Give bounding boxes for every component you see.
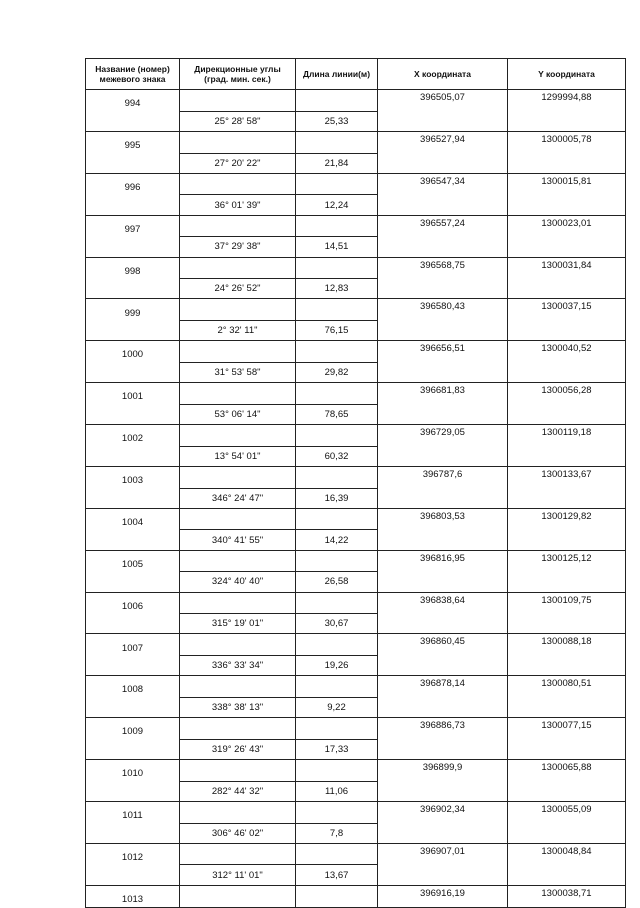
- direction-angle: 27° 20' 22": [180, 153, 296, 173]
- empty-cell: [180, 90, 296, 112]
- table-row: [86, 718, 626, 740]
- empty-cell: [378, 446, 508, 466]
- empty-cell: [296, 299, 378, 321]
- empty-cell: [378, 279, 508, 299]
- empty-cell: [180, 843, 296, 865]
- header-y: Y координата: [508, 59, 626, 90]
- empty-cell: [508, 614, 626, 634]
- table-row: [86, 801, 626, 823]
- x-coordinate: 396547,34: [378, 173, 508, 195]
- empty-cell: [378, 153, 508, 173]
- point-name: 997: [86, 215, 180, 237]
- point-name: 998: [86, 257, 180, 279]
- y-coordinate: 1300031,84: [508, 257, 626, 279]
- empty-cell: [378, 572, 508, 592]
- empty-cell: [180, 425, 296, 447]
- x-coordinate: 396838,64: [378, 592, 508, 614]
- table-row: [86, 530, 626, 550]
- empty-cell: [180, 592, 296, 614]
- empty-cell: [508, 153, 626, 173]
- empty-cell: [296, 341, 378, 363]
- empty-cell: [180, 760, 296, 782]
- empty-cell: [86, 153, 180, 173]
- y-coordinate: 1300037,15: [508, 299, 626, 321]
- table-row: [86, 676, 626, 698]
- empty-cell: [508, 530, 626, 550]
- empty-cell: [180, 676, 296, 698]
- empty-cell: [86, 572, 180, 592]
- empty-cell: [378, 488, 508, 508]
- empty-cell: [86, 362, 180, 382]
- empty-cell: [86, 111, 180, 131]
- line-length: 60,32: [296, 446, 378, 466]
- table-row: [86, 614, 626, 634]
- x-coordinate: 396681,83: [378, 383, 508, 405]
- direction-angle: 2° 32' 11": [180, 321, 296, 341]
- y-coordinate: 1300125,12: [508, 550, 626, 572]
- empty-cell: [86, 781, 180, 801]
- point-name: 1005: [86, 550, 180, 572]
- direction-angle: 340° 41' 55": [180, 530, 296, 550]
- line-length: 26,58: [296, 572, 378, 592]
- empty-cell: [86, 488, 180, 508]
- y-coordinate: 1300015,81: [508, 173, 626, 195]
- table-row: [86, 299, 626, 321]
- direction-angle: 37° 29' 38": [180, 237, 296, 257]
- table-row: [86, 237, 626, 257]
- line-length: 19,26: [296, 656, 378, 676]
- header-angle-line2: (град. мин. сек.): [204, 74, 271, 84]
- direction-angle: 282° 44' 32": [180, 781, 296, 801]
- table-row: [86, 656, 626, 676]
- line-length: 25,33: [296, 111, 378, 131]
- line-length: 21,84: [296, 153, 378, 173]
- empty-cell: [508, 195, 626, 215]
- table-row: [86, 885, 626, 907]
- direction-angle: 324° 40' 40": [180, 572, 296, 592]
- empty-cell: [180, 550, 296, 572]
- empty-cell: [86, 321, 180, 341]
- direction-angle: 336° 33' 34": [180, 656, 296, 676]
- header-row: [86, 59, 626, 90]
- y-coordinate: 1300080,51: [508, 676, 626, 698]
- table-row: [86, 279, 626, 299]
- empty-cell: [378, 530, 508, 550]
- empty-cell: [378, 614, 508, 634]
- empty-cell: [508, 865, 626, 885]
- y-coordinate: 1300088,18: [508, 634, 626, 656]
- empty-cell: [296, 215, 378, 237]
- x-coordinate: 396656,51: [378, 341, 508, 363]
- line-length: 29,82: [296, 362, 378, 382]
- x-coordinate: 396902,34: [378, 801, 508, 823]
- point-name: 1009: [86, 718, 180, 740]
- table-row: [86, 823, 626, 843]
- line-length: 12,24: [296, 195, 378, 215]
- point-name: 996: [86, 173, 180, 195]
- table-body: [86, 90, 626, 908]
- empty-cell: [508, 656, 626, 676]
- empty-cell: [180, 173, 296, 195]
- line-length: 30,67: [296, 614, 378, 634]
- empty-cell: [180, 508, 296, 530]
- direction-angle: 315° 19' 01": [180, 614, 296, 634]
- y-coordinate: 1300055,09: [508, 801, 626, 823]
- empty-cell: [180, 801, 296, 823]
- empty-cell: [378, 321, 508, 341]
- empty-cell: [180, 341, 296, 363]
- line-length: 13,67: [296, 865, 378, 885]
- direction-angle: 13° 54' 01": [180, 446, 296, 466]
- empty-cell: [508, 321, 626, 341]
- direction-angle: 25° 28' 58": [180, 111, 296, 131]
- empty-cell: [296, 801, 378, 823]
- y-coordinate: 1300040,52: [508, 341, 626, 363]
- table-row: [86, 739, 626, 759]
- line-length: 14,51: [296, 237, 378, 257]
- table-row: [86, 592, 626, 614]
- table-row: [86, 131, 626, 153]
- empty-cell: [378, 739, 508, 759]
- empty-cell: [508, 697, 626, 717]
- empty-cell: [180, 215, 296, 237]
- empty-cell: [296, 718, 378, 740]
- empty-cell: [296, 676, 378, 698]
- empty-cell: [296, 90, 378, 112]
- y-coordinate: 1300065,88: [508, 760, 626, 782]
- empty-cell: [86, 279, 180, 299]
- table-row: [86, 153, 626, 173]
- y-coordinate: 1299994,88: [508, 90, 626, 112]
- x-coordinate: 396568,75: [378, 257, 508, 279]
- table-row: [86, 446, 626, 466]
- empty-cell: [296, 634, 378, 656]
- direction-angle: 53° 06' 14": [180, 404, 296, 424]
- empty-cell: [180, 466, 296, 488]
- table-row: [86, 257, 626, 279]
- table-row: [86, 362, 626, 382]
- empty-cell: [296, 466, 378, 488]
- line-length: 76,15: [296, 321, 378, 341]
- empty-cell: [378, 237, 508, 257]
- header-name-line2: межевого знака: [99, 74, 166, 84]
- line-length: 7,8: [296, 823, 378, 843]
- empty-cell: [86, 446, 180, 466]
- empty-cell: [508, 111, 626, 131]
- table-row: [86, 572, 626, 592]
- empty-cell: [180, 383, 296, 405]
- line-length: 16,39: [296, 488, 378, 508]
- line-length: 14,22: [296, 530, 378, 550]
- point-name: 994: [86, 90, 180, 112]
- empty-cell: [86, 739, 180, 759]
- x-coordinate: 396860,45: [378, 634, 508, 656]
- table-row: [86, 215, 626, 237]
- empty-cell: [508, 572, 626, 592]
- empty-cell: [508, 739, 626, 759]
- header-name: [86, 59, 180, 90]
- empty-cell: [180, 131, 296, 153]
- empty-cell: [378, 111, 508, 131]
- y-coordinate: 1300048,84: [508, 843, 626, 865]
- table-row: [86, 111, 626, 131]
- x-coordinate: 396907,01: [378, 843, 508, 865]
- x-coordinate: 396916,19: [378, 885, 508, 907]
- table-row: [86, 843, 626, 865]
- empty-cell: [296, 173, 378, 195]
- empty-cell: [296, 550, 378, 572]
- empty-cell: [508, 404, 626, 424]
- empty-cell: [296, 383, 378, 405]
- header-x: X координата: [378, 59, 508, 90]
- point-name: 995: [86, 131, 180, 153]
- empty-cell: [378, 697, 508, 717]
- line-length: 9,22: [296, 697, 378, 717]
- direction-angle: 24° 26' 52": [180, 279, 296, 299]
- empty-cell: [180, 299, 296, 321]
- table-row: [86, 508, 626, 530]
- x-coordinate: 396803,53: [378, 508, 508, 530]
- empty-cell: [86, 404, 180, 424]
- empty-cell: [86, 530, 180, 550]
- direction-angle: 338° 38' 13": [180, 697, 296, 717]
- direction-angle: 346° 24' 47": [180, 488, 296, 508]
- empty-cell: [508, 488, 626, 508]
- x-coordinate: 396787,6: [378, 466, 508, 488]
- empty-cell: [296, 843, 378, 865]
- empty-cell: [180, 885, 296, 907]
- table-row: [86, 383, 626, 405]
- y-coordinate: 1300077,15: [508, 718, 626, 740]
- point-name: 1013: [86, 885, 180, 907]
- empty-cell: [86, 823, 180, 843]
- header-angle-line1: Дирекционные углы: [194, 64, 281, 74]
- header-name-line1: Название (номер): [95, 64, 170, 74]
- x-coordinate: 396729,05: [378, 425, 508, 447]
- y-coordinate: 1300005,78: [508, 131, 626, 153]
- table-row: [86, 488, 626, 508]
- line-length: 12,83: [296, 279, 378, 299]
- table-row: [86, 466, 626, 488]
- y-coordinate: 1300109,75: [508, 592, 626, 614]
- table-row: [86, 865, 626, 885]
- empty-cell: [296, 425, 378, 447]
- empty-cell: [296, 592, 378, 614]
- y-coordinate: 1300023,01: [508, 215, 626, 237]
- empty-cell: [296, 131, 378, 153]
- point-name: 1008: [86, 676, 180, 698]
- x-coordinate: 396557,24: [378, 215, 508, 237]
- empty-cell: [378, 362, 508, 382]
- table-row: [86, 781, 626, 801]
- point-name: 1000: [86, 341, 180, 363]
- table-row: [86, 634, 626, 656]
- direction-angle: 319° 26' 43": [180, 739, 296, 759]
- table-row: [86, 321, 626, 341]
- empty-cell: [86, 865, 180, 885]
- table-row: [86, 425, 626, 447]
- table-row: [86, 404, 626, 424]
- boundary-coordinates-table: [85, 58, 626, 908]
- empty-cell: [296, 257, 378, 279]
- point-name: 1007: [86, 634, 180, 656]
- line-length: 17,33: [296, 739, 378, 759]
- point-name: 1006: [86, 592, 180, 614]
- point-name: 999: [86, 299, 180, 321]
- empty-cell: [378, 656, 508, 676]
- empty-cell: [86, 697, 180, 717]
- empty-cell: [508, 446, 626, 466]
- direction-angle: 312° 11' 01": [180, 865, 296, 885]
- empty-cell: [508, 279, 626, 299]
- empty-cell: [86, 656, 180, 676]
- empty-cell: [378, 865, 508, 885]
- direction-angle: 31° 53' 58": [180, 362, 296, 382]
- point-name: 1012: [86, 843, 180, 865]
- table-header: [86, 59, 626, 90]
- table-row: [86, 697, 626, 717]
- x-coordinate: 396580,43: [378, 299, 508, 321]
- x-coordinate: 396899,9: [378, 760, 508, 782]
- empty-cell: [378, 823, 508, 843]
- direction-angle: 306° 46' 02": [180, 823, 296, 843]
- empty-cell: [180, 718, 296, 740]
- x-coordinate: 396816,95: [378, 550, 508, 572]
- empty-cell: [86, 195, 180, 215]
- y-coordinate: 1300056,28: [508, 383, 626, 405]
- y-coordinate: 1300119,18: [508, 425, 626, 447]
- empty-cell: [378, 195, 508, 215]
- empty-cell: [86, 614, 180, 634]
- x-coordinate: 396886,73: [378, 718, 508, 740]
- empty-cell: [180, 634, 296, 656]
- header-length: Длина линии(м): [296, 59, 378, 90]
- point-name: 1001: [86, 383, 180, 405]
- y-coordinate: 1300038,71: [508, 885, 626, 907]
- empty-cell: [378, 781, 508, 801]
- empty-cell: [180, 257, 296, 279]
- table-row: [86, 173, 626, 195]
- point-name: 1003: [86, 466, 180, 488]
- table-row: [86, 760, 626, 782]
- empty-cell: [378, 404, 508, 424]
- empty-cell: [296, 760, 378, 782]
- y-coordinate: 1300129,82: [508, 508, 626, 530]
- empty-cell: [508, 823, 626, 843]
- direction-angle: 36° 01' 39": [180, 195, 296, 215]
- x-coordinate: 396878,14: [378, 676, 508, 698]
- line-length: 11,06: [296, 781, 378, 801]
- empty-cell: [86, 237, 180, 257]
- empty-cell: [296, 885, 378, 907]
- table-row: [86, 550, 626, 572]
- table-row: [86, 90, 626, 112]
- table-row: [86, 195, 626, 215]
- y-coordinate: 1300133,67: [508, 466, 626, 488]
- line-length: 78,65: [296, 404, 378, 424]
- header-angle: [180, 59, 296, 90]
- empty-cell: [508, 781, 626, 801]
- x-coordinate: 396527,94: [378, 131, 508, 153]
- point-name: 1002: [86, 425, 180, 447]
- empty-cell: [508, 237, 626, 257]
- empty-cell: [508, 362, 626, 382]
- empty-cell: [296, 508, 378, 530]
- point-name: 1010: [86, 760, 180, 782]
- point-name: 1004: [86, 508, 180, 530]
- x-coordinate: 396505,07: [378, 90, 508, 112]
- table-row: [86, 341, 626, 363]
- point-name: 1011: [86, 801, 180, 823]
